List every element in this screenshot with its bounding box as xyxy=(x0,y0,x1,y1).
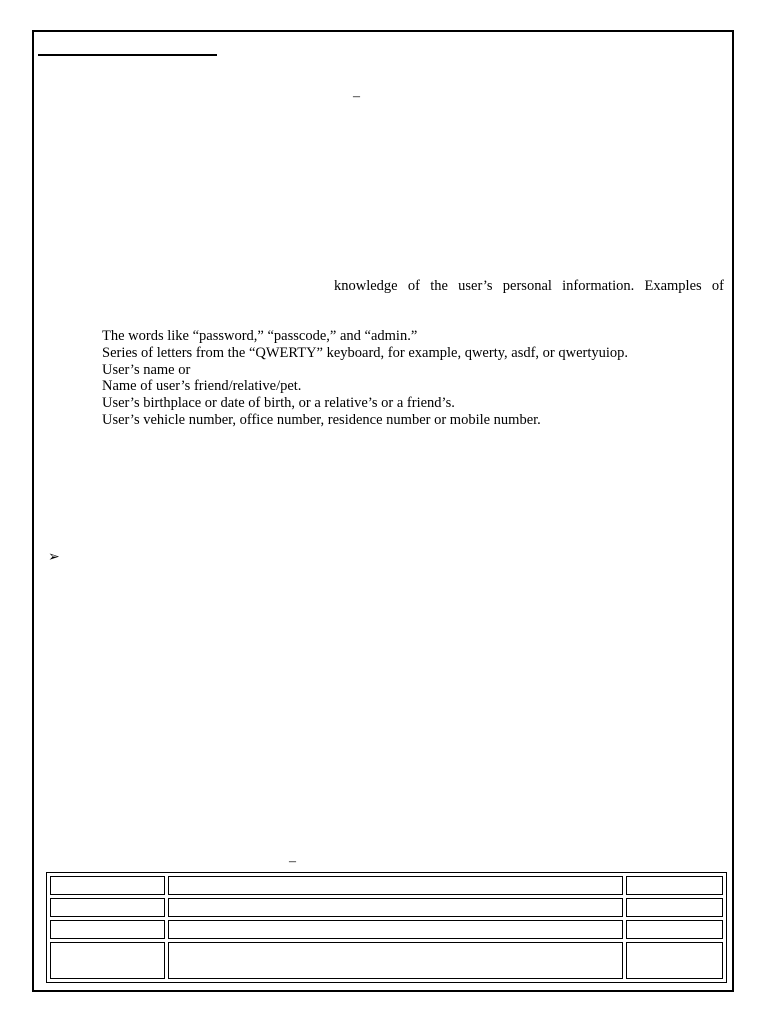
list-item: The words like “password,” “passcode,” and “admin.” xyxy=(102,328,418,344)
password-examples-list xyxy=(102,328,628,429)
table-cell xyxy=(168,942,623,979)
table-cell xyxy=(626,898,723,917)
list-item: User’s vehicle number, office number, residence number or mobile number. xyxy=(102,411,541,428)
table-cell xyxy=(50,898,165,917)
list-item: User’s birthplace or date of birth, or a relative’s or a friend’s. xyxy=(102,395,455,412)
table-row xyxy=(50,942,723,979)
table-row xyxy=(50,876,723,895)
table-cell xyxy=(168,876,623,895)
table-cell xyxy=(50,942,165,979)
table-cell xyxy=(626,920,723,939)
table-row xyxy=(50,898,723,917)
partial-text-line: knowledge of the user’s personal information. Examples of xyxy=(334,278,724,294)
list-item: User’s name or xyxy=(102,361,191,378)
dash-mark-bottom: – xyxy=(289,854,296,869)
arrow-bullet-icon: ➢ xyxy=(48,549,60,565)
heading-underline xyxy=(38,54,217,56)
table-cell xyxy=(626,876,723,895)
dash-mark-top: – xyxy=(353,89,360,104)
table-cell xyxy=(50,876,165,895)
document-table xyxy=(46,872,727,983)
list-item: Series of letters from the “QWERTY” keyboard, for example, qwerty, asdf, or qwertyuiop. xyxy=(102,344,629,361)
table-cell xyxy=(168,920,623,939)
table-cell xyxy=(168,898,623,917)
list-item: Name of user’s friend/relative/pet. xyxy=(102,378,302,395)
page-border xyxy=(32,30,734,992)
table-row xyxy=(50,920,723,939)
table-cell xyxy=(50,920,165,939)
table-cell xyxy=(626,942,723,979)
